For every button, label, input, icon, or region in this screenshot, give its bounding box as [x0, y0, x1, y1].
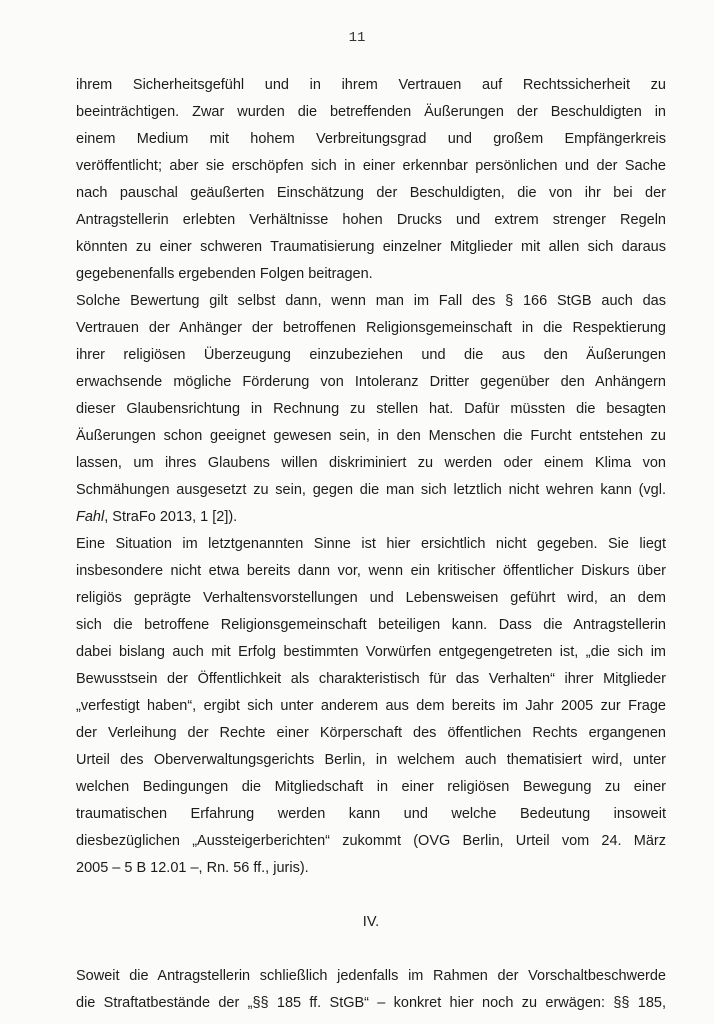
page-number: 11 — [348, 30, 366, 46]
text-line: der Verleihung der Rechte einer Körperschaft des öffentlichen Rechts ergangenen — [76, 725, 666, 741]
text-line: Äußerungen schon geeignet gewesen sein, in den Menschen die Furcht entstehen zu — [76, 428, 666, 444]
text-line: Vertrauen der Anhänger der betroffenen Religionsgemeinschaft in die Respektierung — [76, 320, 666, 336]
citation-line — [76, 504, 666, 531]
text-line: welchen Bedingungen die Mitgliedschaft in einer religiösen Bewegung zu einer — [76, 779, 666, 795]
text-line: Solche Bewertung gilt selbst dann, wenn man im Fall des § 166 StGB auch das — [76, 293, 666, 309]
text-line: lassen, um ihres Glaubens willen diskriminiert zu werden oder einem Klima von — [76, 455, 666, 471]
text-line: Schmähungen ausgesetzt zu sein, gegen die man sich letztlich nicht wehren kann (vgl. — [76, 482, 666, 498]
text-line: veröffentlicht; aber sie erschöpfen sich in einer erkennbar persönlichen und der Sache — [76, 158, 666, 174]
text-line: Bewusstsein der Öffentlichkeit als charakteristisch für das Verhalten“ ihrer Mitglieder — [76, 671, 666, 687]
text-line: gegebenenfalls ergebenden Folgen beitragen. — [76, 266, 373, 282]
text-line: ihrem Sicherheitsgefühl und in ihrem Vertrauen auf Rechtssicherheit zu — [76, 77, 666, 93]
text-line: beeinträchtigen. Zwar wurden die betreffenden Äußerungen der Beschuldigten in — [76, 104, 666, 120]
text-line: Antragstellerin erlebten Verhältnisse hohen Drucks und extrem strenger Regeln — [76, 212, 666, 228]
text-line: erwachsende mögliche Förderung von Intoleranz Dritter gegenüber den Anhängern — [76, 374, 666, 390]
text-line: einem Medium mit hohem Verbreitungsgrad und großem Empfängerkreis — [76, 131, 666, 147]
text-line: dabei bislang auch mit Erfolg bestimmten Vorwürfen entgegengetreten ist, „die sich im — [76, 644, 666, 660]
text-line: religiös geprägte Verhaltensvorstellungen und Lebensweisen geführt wird, an dem — [76, 590, 666, 606]
text-line: Urteil des Oberverwaltungsgerichts Berlin, in welchem auch thematisiert wird, unter — [76, 752, 666, 768]
text-line: dieser Glaubensrichtung in Rechnung zu stellen hat. Dafür müssten die besagten — [76, 401, 666, 417]
text-line: ihrer religiösen Überzeugung einzubeziehen und die aus den Äußerungen — [76, 347, 666, 363]
text-line: nach pauschal geäußerten Einschätzung der Beschuldigten, die von ihr bei der — [76, 185, 666, 201]
text-line: könnten zu einer schweren Traumatisierung einzelner Mitglieder mit allen sich daraus — [76, 239, 666, 255]
section-gap — [76, 882, 666, 909]
section-gap — [76, 936, 666, 963]
body-text — [76, 72, 666, 1017]
text-line: traumatischen Erfahrung werden kann und welche Bedeutung insoweit — [76, 806, 666, 822]
section-heading: IV. — [362, 914, 380, 930]
text-line: die Straftatbestände der „§§ 185 ff. StGB“ – konkret hier noch zu erwägen: §§ 185, — [76, 995, 666, 1011]
text-line: diesbezüglichen „Aussteigerberichten“ zukommt (OVG Berlin, Urteil vom 24. März — [76, 833, 666, 849]
text-line: 2005 – 5 B 12.01 –, Rn. 56 ff., juris). — [76, 860, 309, 876]
citation-author: Fahl — [76, 509, 105, 525]
text-line: Eine Situation im letztgenannten Sinne ist hier ersichtlich nicht gegeben. Sie liegt — [76, 536, 666, 552]
text-line: Soweit die Antragstellerin schließlich jedenfalls im Rahmen der Vorschaltbeschwerde — [76, 968, 666, 984]
citation-reference: , StraFo 2013, 1 [2]). — [104, 509, 238, 525]
text-line: „verfestigt haben“, ergibt sich unter anderem aus dem bereits im Jahr 2005 zur Frage — [76, 698, 666, 714]
text-line: sich die betroffene Religionsgemeinschaft beteiligen kann. Dass die Antragstellerin — [76, 617, 666, 633]
text-line: insbesondere nicht etwa bereits dann vor, wenn ein kritischer öffentlicher Diskurs über — [76, 563, 666, 579]
